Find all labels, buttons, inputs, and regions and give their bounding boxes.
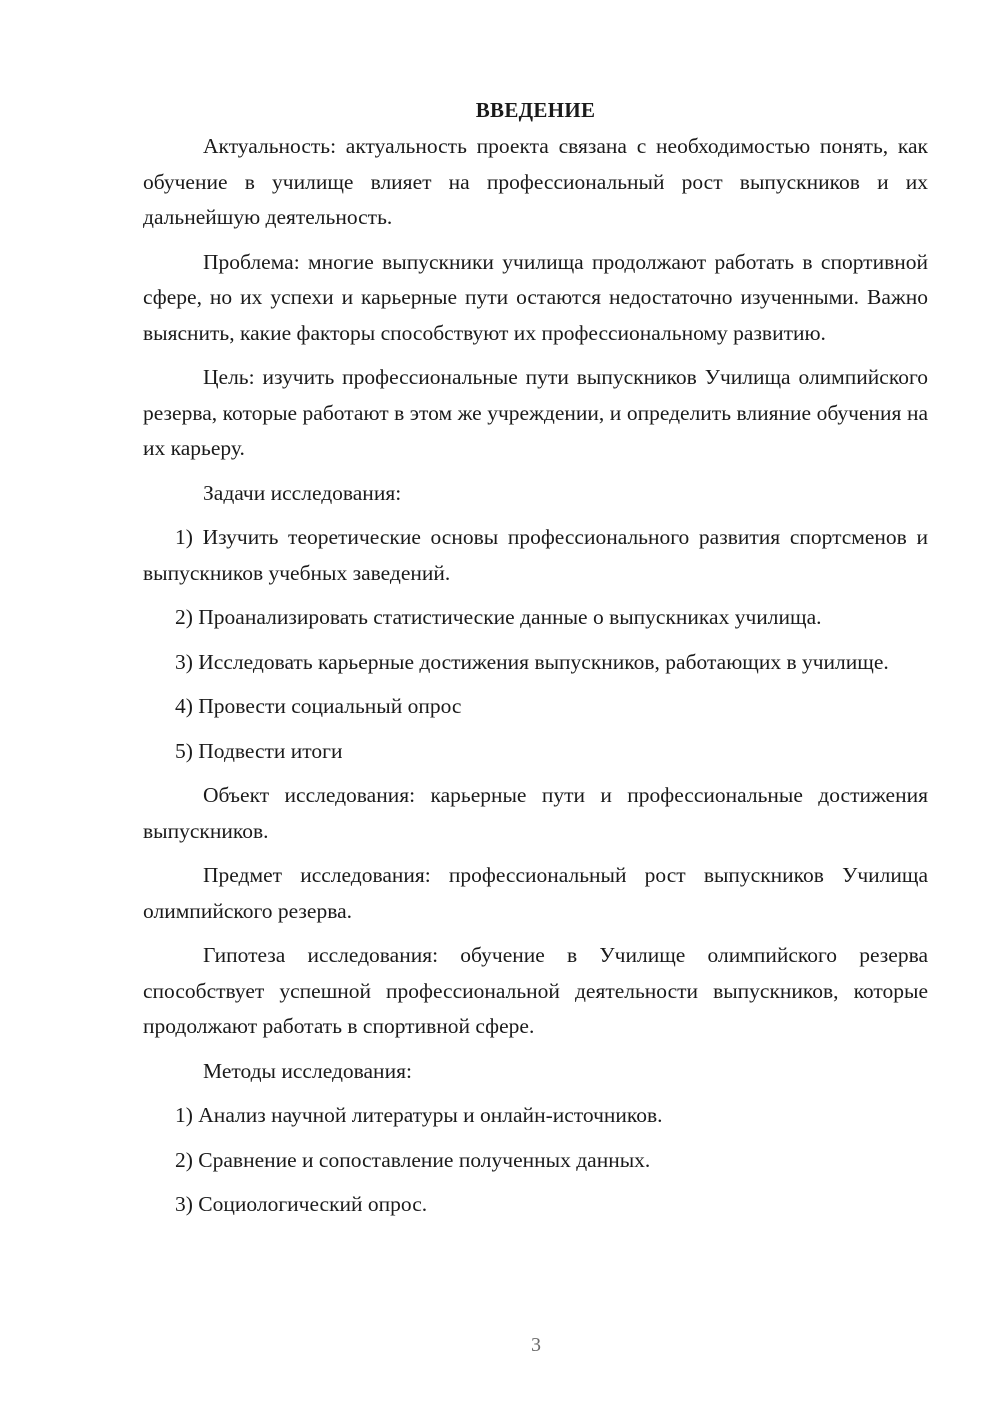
method-item-1: 1) Анализ научной литературы и онлайн-источников. [175,1103,663,1127]
method-item-2: 2) Сравнение и сопоставление полученных данных. [175,1147,651,1172]
object-paragraph: Объект исследования: карьерные пути и профессиональные достижения выпускников. [143,783,928,843]
page-content [143,92,928,1232]
page-number: 3 [531,1334,541,1356]
page-title: ВВЕДЕНИЕ [475,98,596,122]
task-item-1: 1) Изучить теоретические основы профессионального развития спортсменов и выпускников учебных заведений. [143,525,928,585]
task-item-2: 2) Проанализировать статистические данные о выпускниках училища. [175,605,822,629]
problem-paragraph: Проблема: многие выпускники училища продолжают работать в спортивной сфере, но их успехи и карьерные пути остаются недостаточно изученными. Важно выяснить, какие факторы способствуют их профессиональному развитию. [143,249,928,345]
goal-paragraph: Цель: изучить профессиональные пути выпускников Училища олимпийского резерва, которые работают в этом же учреждении, и определить влияние обучения на их карьеру. [143,365,928,460]
task-item-5: 5) Подвести итоги [175,738,343,763]
hypothesis-paragraph: Гипотеза исследования: обучение в Училище олимпийского резерва способствует успешной профессиональной деятельности выпускников, которые продолжают работать в спортивной сфере. [143,943,928,1038]
relevance-paragraph: Актуальность: актуальность проекта связана с необходимостью понять, как обучение в училище влияет на профессиональный рост выпускников и их дальнейшую деятельность. [143,134,928,229]
tasks-heading: Задачи исследования: [203,480,402,505]
methods-heading: Методы исследования: [203,1058,412,1083]
method-item-3: 3) Социологический опрос. [175,1192,428,1216]
task-item-4: 4) Провести социальный опрос [175,694,462,718]
subject-paragraph: Предмет исследования: профессиональный рост выпускников Училища олимпийского резерва. [143,863,928,923]
task-item-3: 3) Исследовать карьерные достижения выпускников, работающих в училище. [175,649,889,674]
